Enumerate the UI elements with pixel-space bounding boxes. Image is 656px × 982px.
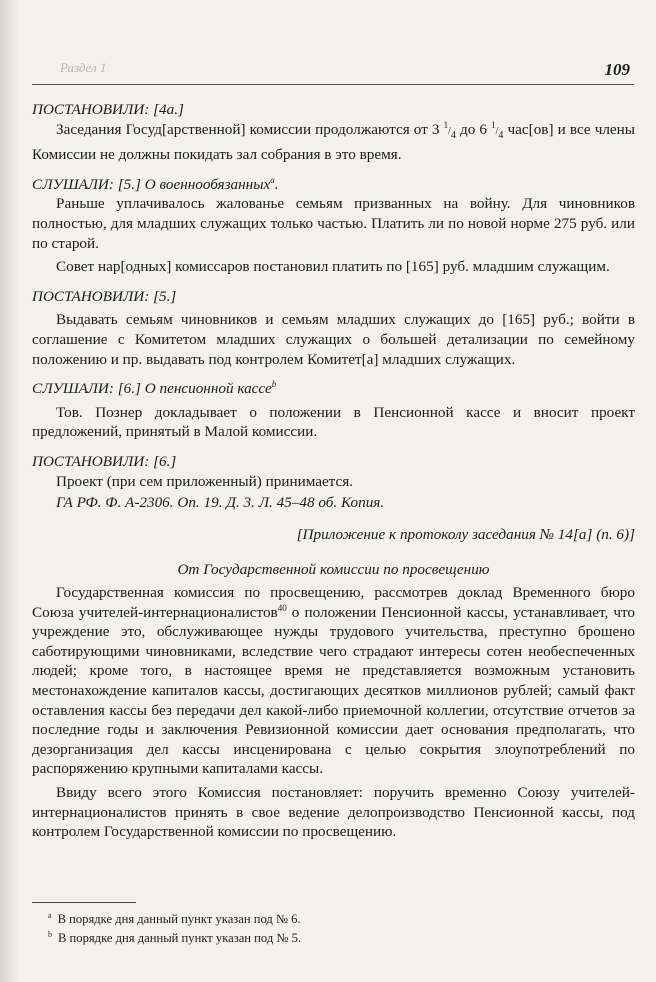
running-title: Раздел 1	[60, 60, 107, 75]
footnote-b: $^b$ В порядке дня данный пункт указан под № 5.	[48, 929, 302, 945]
heard-heading-6: СЛУШАЛИ: [6.] О пенсионной кассе$^b$	[32, 379, 277, 398]
resolved-heading-5: ПОСТАНОВИЛИ: [5.]	[32, 287, 177, 305]
resolved-heading-4a: ПОСТАНОВИЛИ: [4а.]	[32, 101, 184, 118]
appendix-paragraph-1: Государственная комиссия по просвещению, рассмотрев доклад Временного бюро Союза учителей-интернационалистов$^{40}$ о положении Пенсионной кассы, устанавливает, что учреждение это, обслуживающее нужды трудового учительства, преступно брошено саботирующими чиновниками, вследствие чего страдают интересы сотен необеспеченных людей; кроме того, в настоящее время не представляется возможным установить местонахождение капиталов кассы, достигающих десятков миллионов рублей; самый факт оставления кассы без передачи дел какой-либо приемочной коллегии, отсутствие отчетов за последние годы и заключения Ревизионной комиссии дает основания предполагать, что дезорганизация дел кассы инсценирована с целью сокрытия злоупотреблений по распоряжению крупными капиталами кассы.	[32, 584, 635, 778]
page-gutter-shadow	[0, 0, 20, 982]
appendix-title: [Приложение к протоколу заседания № 14[а] (п. 6)]	[296, 525, 635, 543]
footnote-ref-a[interactable]: a	[270, 174, 275, 185]
paragraph-resolution-5: Выдавать семьям чиновников и семьям младших служащих до [165] руб.; войти в соглашение с Комитетом младших служащих о большей детализации по семейному положению и пр. выдавать под контролем Комитет[а] младших служащих.	[32, 311, 635, 368]
header-rule	[32, 84, 634, 85]
page-number: 109	[604, 60, 630, 79]
heard-heading-5: СЛУШАЛИ: [5.] О военнообязанных$^a$.	[32, 174, 279, 193]
archive-source-citation: ГА РФ. Ф. А-2306. Оп. 19. Д. 3. Л. 45–48 об. Копия.	[56, 494, 385, 512]
footnotes	[48, 910, 608, 948]
document-body	[32, 100, 635, 842]
endnote-ref-40[interactable]: 40	[277, 602, 287, 613]
paragraph-council-decision: Совет нар[одных] комиссаров постановил платить по [165] руб. младшим служащим.	[56, 258, 610, 276]
paragraph-project-accepted: Проект (при сем приложенный) принимается.	[56, 472, 354, 490]
appendix-sender: От Государственной комиссии по просвещению	[177, 560, 490, 578]
resolved-heading-6: ПОСТАНОВИЛИ: [6.]	[32, 452, 177, 470]
appendix-paragraph-2: Ввиду всего этого Комиссия постановляет: поручить временно Союзу учителей-интернационалистов принять в свое ведение делопроизводство Пенсионной кассы, под контролем Государственной комиссии по просвещению.	[32, 784, 635, 841]
paragraph-salary-families: Раньше уплачивалось жалованье семьям призванных на войну. Для чиновников полностью, для младших служащих только частью. Платить ли по новой норме 275 руб. или по старой.	[32, 195, 635, 252]
paragraph-session-hours: Заседания Госуд[арственной] комиссии продолжаются от 3 $^1/_4$ до 6 $^1/_4$ час[ов] и все члены Комиссии не должны покидать зал собрания в это время.	[32, 119, 636, 164]
footnote-rule	[32, 902, 136, 903]
footnote-a: $^a$ В порядке дня данный пункт указан под № 6.	[48, 910, 301, 926]
paragraph-pension-report: Тов. Познер докладывает о положении в Пенсионной кассе и вносит проект предложений, принятый в Малой комиссии.	[32, 403, 635, 441]
footnote-ref-b[interactable]: b	[271, 379, 277, 390]
